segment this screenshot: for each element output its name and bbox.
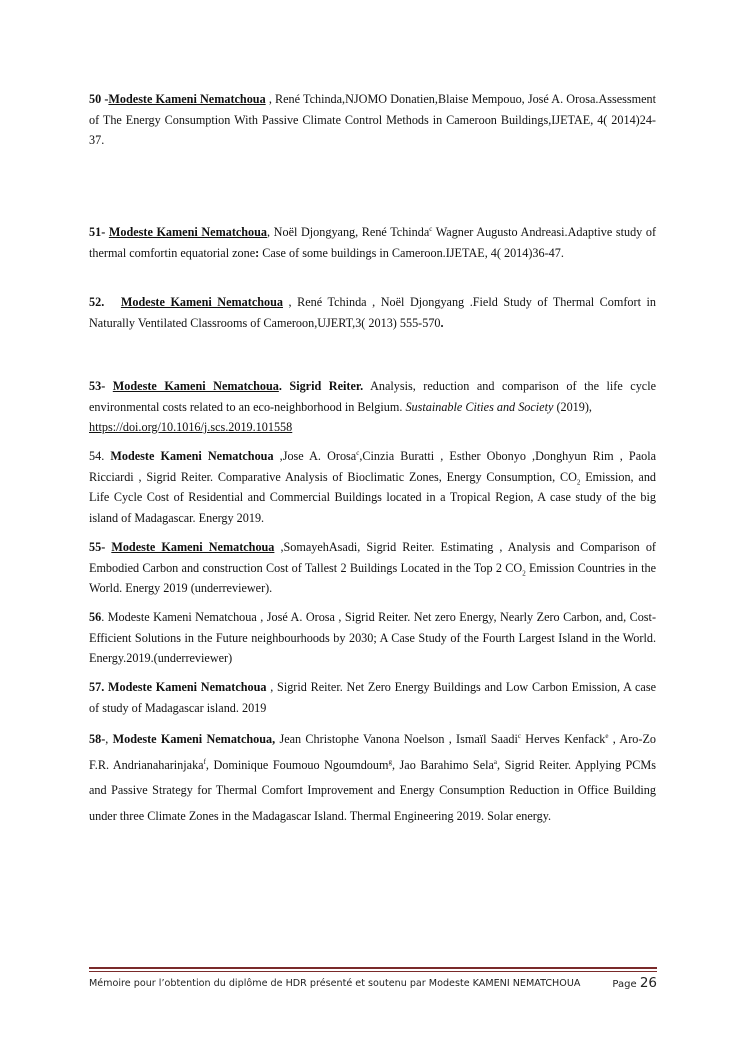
ref-superscript: c bbox=[356, 448, 360, 457]
ref-subscript: 2 bbox=[522, 568, 526, 577]
ref-end: . bbox=[440, 315, 444, 330]
ref-superscript: f bbox=[203, 757, 206, 766]
ref-text: Analysis, reduction and comparison of the life cycle environmental costs related to an eco-neighborhood in Belgium. bbox=[89, 379, 657, 414]
ref-lead: , bbox=[105, 732, 113, 746]
ref-author: Modeste Kameni Nematchoua bbox=[120, 295, 283, 309]
ref-superscript: g bbox=[388, 757, 392, 766]
ref-text: , Jao Barahimo Sela bbox=[391, 757, 494, 772]
ref-text: Wagner Augusto Andreasi.Adaptive study of thermal comfortin equatorial zone bbox=[89, 225, 657, 260]
ref-coauthor: . Sigrid Reiter. bbox=[278, 379, 364, 393]
reference-50 bbox=[89, 89, 656, 151]
ref-number: 51- bbox=[89, 225, 109, 239]
ref-number: 56 bbox=[89, 610, 102, 624]
ref-author: . Modeste Kameni Nematchoua bbox=[101, 680, 267, 694]
ref-superscript: c bbox=[429, 224, 433, 233]
ref-author: Modeste Kameni Nematchoua bbox=[111, 540, 275, 554]
ref-author: Modeste Kameni Nematchoua bbox=[110, 449, 274, 463]
ref-journal: Sustainable Cities and Society bbox=[405, 399, 554, 414]
ref-text: , Sigrid Reiter. Applying PCMs and Passive Strategy for Thermal Comfort Improvement and Energy Consumption Reduction in Office Building under three Climate Zones in the Madagascar Island. Thermal Engineering 2019. Solar energy. bbox=[89, 757, 656, 823]
reference-52 bbox=[89, 292, 656, 333]
ref-number: 57 bbox=[89, 680, 102, 694]
page-number: 26 bbox=[639, 975, 657, 991]
ref-text: Case of some buildings in Cameroon.IJETAE, 4( 2014)36-47. bbox=[259, 245, 564, 260]
ref-text: , Dominique Foumouo Ngoumdoum bbox=[205, 757, 389, 772]
reference-57 bbox=[89, 677, 656, 718]
ref-number: 54. bbox=[89, 449, 111, 463]
ref-author: Modeste Kameni Nematchoua bbox=[108, 225, 268, 239]
reference-54 bbox=[89, 446, 656, 528]
footer-rule-thick bbox=[89, 967, 657, 969]
page-number-label bbox=[612, 975, 657, 991]
ref-text: . Modeste Kameni Nematchoua , José A. Orosa , Sigrid Reiter. Net zero Energy, Nearly Zero Carbon, and, Cost- Efficient Solutions in the Future neighbourhoods by 2030; A Case Study of the Fourth Largest Island in the World. Energy.2019.(underreviewer) bbox=[89, 610, 656, 665]
ref-number: 52. bbox=[89, 295, 105, 309]
ref-number: 55- bbox=[89, 540, 112, 554]
ref-author: Modeste Kameni Nematchoua bbox=[108, 92, 266, 106]
ref-text: , Aro-Zo F.R. Andrianaharinjaka bbox=[89, 732, 656, 772]
ref-text: , Sigrid Reiter. Net Zero Energy Buildings and Low Carbon Emission, A case of study of Madagascar island. 2019 bbox=[89, 680, 656, 715]
footer-text: Mémoire pour l’obtention du diplôme de HDR présenté et soutenu par Modeste KAMENI NEMATCHOUA bbox=[89, 978, 581, 989]
reference-51 bbox=[89, 222, 656, 263]
ref-subscript: 2 bbox=[576, 477, 581, 486]
ref-author: Modeste Kameni Nematchoua bbox=[112, 379, 279, 393]
ref-text: , René Tchinda,NJOMO Donatien,Blaise Mempouo, José A. Orosa.Assessment of The Energy Consumption With Passive Climate Control Methods in Cameroon Buildings,IJETAE, 4( 2014)24-37. bbox=[89, 92, 657, 147]
ref-text: Jean Christophe Vanona Noelson , Ismaïl Saadi bbox=[275, 732, 518, 746]
reference-56 bbox=[89, 607, 656, 669]
footer-rule-thin bbox=[89, 971, 657, 972]
ref-number: 58- bbox=[89, 732, 106, 746]
ref-superscript: e bbox=[605, 731, 609, 740]
ref-number: 50 - bbox=[89, 92, 109, 106]
ref-text: Emission, and Life Cycle Cost of Residential and Commercial Buildings located in a Tropical Region, A case study of the big island of Madagascar. Energy 2019. bbox=[89, 469, 657, 525]
ref-colon: : bbox=[255, 245, 260, 260]
reference-55 bbox=[89, 537, 656, 599]
ref-text: ,Jose A. Orosa bbox=[273, 449, 357, 463]
ref-text: ,SomayehAsadi, Sigrid Reiter. Estimating , Analysis and Comparison of Embodied Carbon and construction Cost of Tallest 2 Buildings Located in the Top 2 CO bbox=[89, 540, 656, 575]
ref-superscript: a bbox=[493, 757, 498, 766]
ref-superscript: c bbox=[517, 731, 521, 740]
doi-link[interactable]: https://doi.org/10.1016/j.scs.2019.101558 bbox=[89, 420, 293, 434]
ref-number: 53- bbox=[89, 379, 113, 393]
ref-year: (2019), bbox=[553, 399, 592, 414]
ref-text: Emission Countries in the World. Energy 2019 (underreviewer). bbox=[89, 560, 656, 595]
page-label: Page bbox=[612, 979, 640, 990]
page-footer bbox=[89, 975, 657, 991]
ref-text: , René Tchinda , Noël Djongyang .Field Study of Thermal Comfort in Naturally Ventilated Classrooms of Cameroon,UJERT,3( 2013) 555-570 bbox=[89, 295, 657, 330]
reference-58 bbox=[89, 727, 656, 829]
reference-53 bbox=[89, 376, 656, 438]
ref-author: Modeste Kameni Nematchoua, bbox=[112, 732, 276, 746]
ref-text: , Noël Djongyang, René Tchinda bbox=[267, 225, 430, 239]
ref-text: Herves Kenfack bbox=[521, 732, 606, 746]
ref-text: ,Cinzia Buratti , Esther Obonyo ,Donghyun Rim , Paola Ricciardi , Sigrid Reiter. Comparative Analysis of Bioclimatic Zones, Energy Consumption, CO bbox=[89, 449, 656, 484]
